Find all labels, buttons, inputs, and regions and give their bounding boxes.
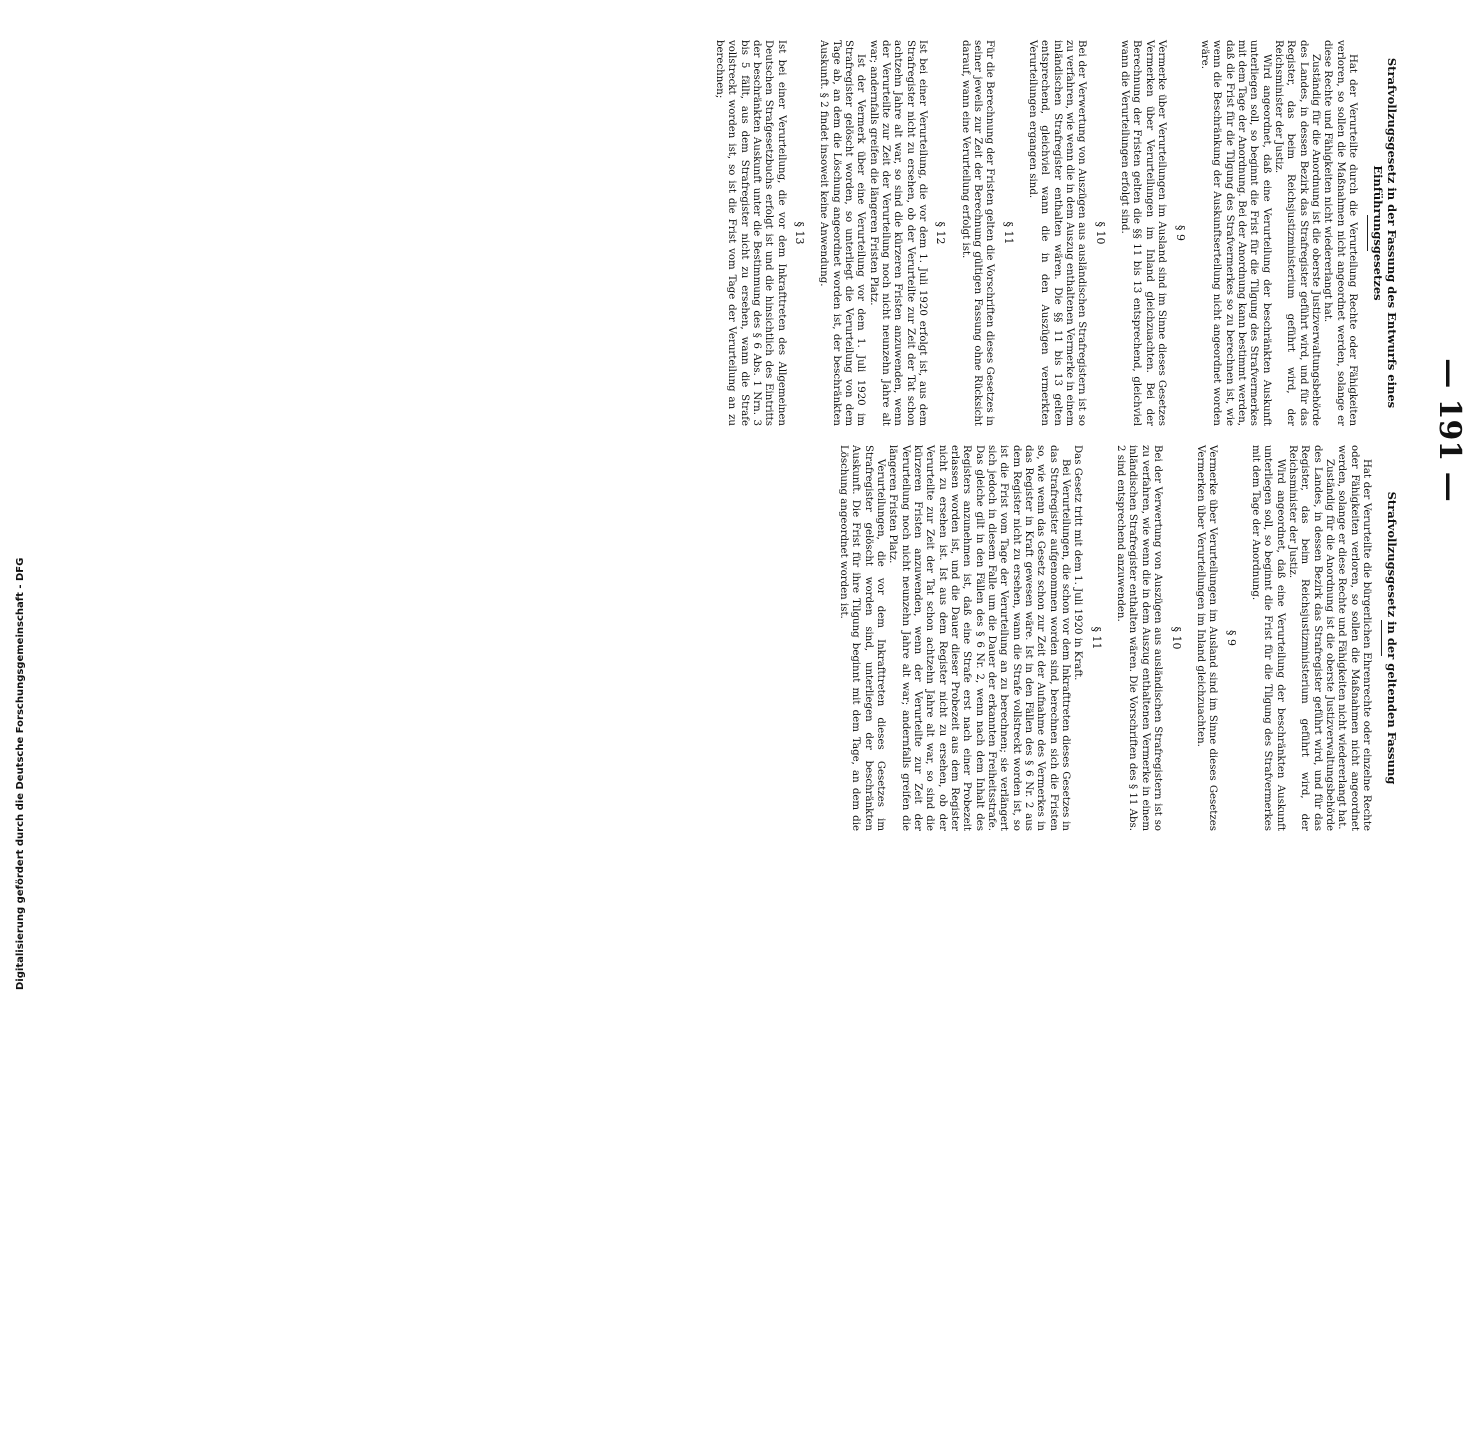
draft-version-column [713,40,1399,426]
current-version-column [837,445,1399,831]
section-number: § 13 [792,221,806,245]
column-heading: Strafvollzugsgesetz in der geltenden Fassung [1385,491,1399,785]
section-number: § 10 [1093,221,1107,245]
paragraph: Hat der Verurteilte durch die Verurteilung Rechte oder Fähigkeiten verloren, so sollen die Maßnahmen nicht angeordnet werden, solange er diese Rechte und Fähigkeiten nicht wiedererlangt hat. [1322,40,1358,426]
paragraph: Verurteilungen, die vor dem Inkrafttreten dieses Gesetzes im Strafregister gelöscht worden sind, unterliegen der beschränkten Auskunft. Die Frist für ihre Tilgung beginnt mit dem Tage, an dem die Löschung angeordnet worden ist. [837,445,886,831]
paragraph: Vermerke über Verurteilungen im Ausland sind im Sinne dieses Gesetzes Vermerken über Verurteilungen im Inland gleichzuachten. Bei der Berechnung der Fristen gelten die §§ 11 bis 13 entsprechend, gleichviel wann die Verurteilungen erfolgt sind. [1119,40,1168,426]
paragraph: Bei der Verwertung von Auszügen aus ausländischen Strafregistern ist so zu verfahren, wie wenn die in dem Auszug enthaltenen Vermerke in einem inländischen Strafregister enthalten wären. Die §§ 11 bis 13 gelten entsprechend, gleichviel wann die in den Auszügen vermerkten Verurteilungen ergangen sind. [1027,40,1088,426]
section-number: § 11 [1089,626,1103,650]
digitization-credit-text: Digitalisierung gefördert durch die Deutsche Forschungsgemeinschaft - DFG [15,557,26,990]
heading-rule [1367,215,1368,251]
paragraph: Ist bei einer Verurteilung, die vor dem 1. Juli 1920 erfolgt ist, aus dem Strafregister nicht zu ersehen, ob der Verurteilte zur Zeit der Tat schon achtzehn Jahre alt war, so sind die kürzeren Fristen anzuwenden, wenn der Verurteilte zur Zeit der Verurteilung noch nicht neunzehn Jahre alt war; andernfalls greifen die längeren Fristen Platz. [867,40,929,426]
heading-rule [1381,620,1382,656]
digitization-credit [3,557,26,990]
column-heading: Strafvollzugsgesetz in der Fassung des Entwurfs eines Einführungsgesetzes [1371,57,1399,409]
page-number: — 191 — [1432,358,1467,502]
rotated-document-sheet [317,20,1477,1440]
paragraph: Zuständig für die Anordnung ist die oberste Justizverwaltungsbehörde des Landes, in dessen Bezirk das Strafregister geführt wird, und für das Register, das beim Reichsjustizministerium geführt wird, der Reichsminister der Justiz. [1272,40,1321,426]
paragraph: Bei der Verwertung von Auszügen aus ausländischen Strafregistern ist so zu verfahren, wie wenn die in dem Auszug enthaltenen Vermerke in einem inländischen Strafregister enthalten wären. Die Vorschriften des § 11 Abs. 2 sind entsprechend anzuwenden. [1115,445,1164,831]
section-number: § 11 [1001,221,1015,245]
paragraph: Ist bei einer Verurteilung, die vor dem Inkrafttreten des Allgemeinen Deutschen Strafgesetzbuchs erfolgt ist und die hinsichtlich des Eintritts der beschränkten Auskunft unter die Bestimmung des § 6 Abs. 1 Nrn. 3 bis 5 fällt, aus dem Strafregister nicht zu ersehen, wann die Strafe vollstreckt worden ist, so ist die Frist vom Tage der Verurteilung an zu berechnen; [713,40,787,426]
section-number: § 10 [1169,626,1183,650]
paragraph: Für die Berechnung der Fristen gelten die Vorschriften dieses Gesetzes in seiner jeweils zur Zeit der Berechnung gültigen Fassung ohne Rücksicht darauf, wann eine Verurteilung erfolgt ist. [959,40,996,426]
paragraph: Wird angeordnet, daß eine Verurteilung der beschränkten Auskunft unterliegen soll, so beginnt die Frist für die Tilgung des Strafvermerkes mit dem Tage der Anordnung. [1249,445,1286,831]
paragraph: Hat der Verurteilte die bürgerlichen Ehrenrechte oder einzelne Rechte oder Fähigkeiten verloren, so sollen die Maßnahmen nicht angeordnet werden, solange er diese Rechte und Fähigkeiten nicht wiedererlangt hat. [1336,445,1372,831]
paragraph: Zuständig für die Anordnung ist die oberste Justizverwaltungsbehörde des Landes, in dessen Bezirk das Strafregister geführt wird, und für das Register, das beim Reichsjustizministerium geführt wird, der Reichsminister der Justiz. [1286,445,1335,831]
section-number: § 9 [1173,225,1187,241]
paragraph: Vermerke über Verurteilungen im Ausland sind im Sinne dieses Gesetzes Vermerken über Verurteilungen im Inland gleichzuachten. [1194,445,1219,831]
paragraph: Bei Verurteilungen, die schon vor dem Inkrafttreten dieses Gesetzes in das Strafregister aufgenommen worden sind, berechnen sich die Fristen so, wie wenn das Gesetz schon zur Zeit der Aufnahme des Vermerkes in das Register in Kraft gewesen wäre. Ist in den Fällen des § 6 Nr. 2 aus dem Register nicht zu ersehen, wann die Strafe vollstreckt worden ist, so ist die Frist vom Tage der Verurteilung an zu berechnen; sie verlängert sich jedoch in diesem Falle um die Dauer der erkannten Freiheitsstrafe. Das gleiche gilt in den Fällen des § 6 Nr. 2, wenn nach dem Inhalt des Registers anzunehmen ist, daß eine Strafe erst nach einer Probezeit erlassen worden ist, und die Dauer dieser Probezeit aus dem Register nicht zu ersehen ist. Ist aus dem Register nicht zu ersehen, ob der Verurteilte zur Zeit der Tat schon achtzehn Jahre alt war, so sind die kürzeren Fristen anzuwenden, wenn der Verurteilte zur Zeit der Verurteilung noch nicht neunzehn Jahre alt war; andernfalls greifen die längeren Fristen Platz. [887,445,1072,831]
paragraph: Das Gesetz tritt mit dem 1. Juli 1920 in Kraft. [1072,445,1084,681]
section-number: § 9 [1224,630,1238,646]
section-number: § 12 [934,221,948,245]
paragraph: Ist der Vermerk über eine Verurteilung vor dem 1. Juli 1920 im Strafregister gelöscht worden, so unterliegt die Verurteilung von dem Tage ab, an dem die Löschung angeordnet worden ist, der beschränkten Auskunft. § 2 findet insoweit keine Anwendung. [818,40,867,426]
paragraph: Wird angeordnet, daß eine Verurteilung der beschränkten Auskunft unterliegen soll, so beginnt die Frist für die Tilgung des Strafvermerkes mit dem Tage der Anordnung. Bei der Anordnung kann bestimmt werden, daß die Frist für die Tilgung des Strafvermerkes so zu berechnen ist, wie wenn die Beschränkung der Auskunftserteilung nicht angeordnet worden wäre. [1198,40,1272,426]
